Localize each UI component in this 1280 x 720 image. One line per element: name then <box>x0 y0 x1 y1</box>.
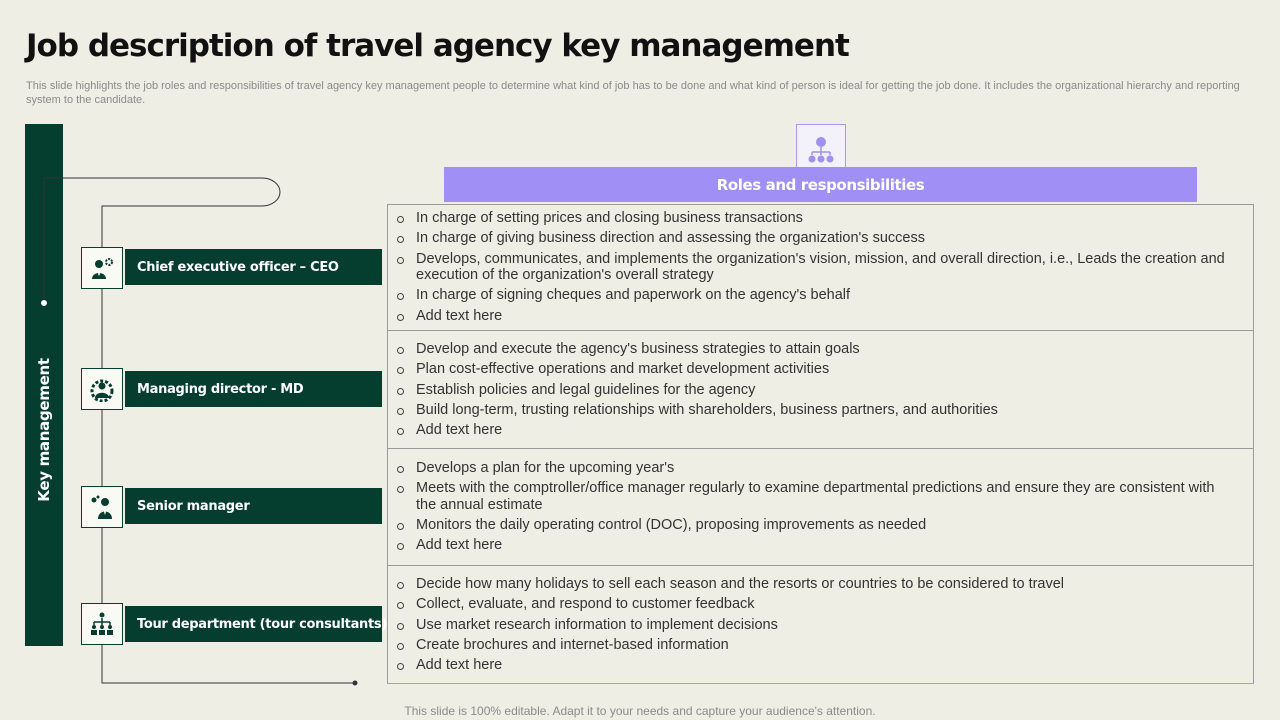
connector-start-dot <box>41 300 48 307</box>
row-divider <box>388 565 1253 566</box>
manager-person-icon <box>89 494 115 520</box>
list-item: Collect, evaluate, and respond to customer feedback <box>387 596 1254 613</box>
ceo-responsibilities <box>387 210 1254 328</box>
key-management-label: Key management <box>35 358 53 502</box>
roles-header: Roles and responsibilities <box>444 167 1197 202</box>
md-icon-box <box>81 368 123 410</box>
senior-manager-icon-box <box>81 486 123 528</box>
list-item: Develops a plan for the upcoming year's <box>387 460 1254 477</box>
list-item: Add text here <box>387 422 1254 439</box>
list-item: In charge of giving business direction and assessing the organization's success <box>387 230 1254 247</box>
list-item: Decide how many holidays to sell each season and the resorts or countries to be considered to travel <box>387 576 1254 593</box>
ceo-icon-box <box>81 247 123 289</box>
list-item: Add text here <box>387 657 1254 674</box>
list-item: Plan cost-effective operations and market development activities <box>387 361 1254 378</box>
connector-end-dot <box>353 681 358 686</box>
team-hierarchy-icon <box>89 611 115 637</box>
list-item: Establish policies and legal guidelines for the agency <box>387 382 1254 399</box>
role-md: Managing director - MD <box>125 371 382 407</box>
list-item: Build long-term, trusting relationships with shareholders, business partners, and authorities <box>387 402 1254 419</box>
list-item: Use market research information to implement decisions <box>387 617 1254 634</box>
tour-dept-icon-box <box>81 603 123 645</box>
md-responsibilities <box>387 341 1254 442</box>
list-item: Develops, communicates, and implements the organization's vision, mission, and overall direction, i.e., Leads the creation and execution of the organization's overall strategy <box>387 251 1254 284</box>
footer-note: This slide is 100% editable. Adapt it to your needs and capture your audience's attention. <box>404 704 876 718</box>
page-title: Job description of travel agency key management <box>26 28 849 64</box>
role-ceo: Chief executive officer – CEO <box>125 249 382 285</box>
row-divider <box>388 448 1253 449</box>
list-item: Monitors the daily operating control (DOC), proposing improvements as needed <box>387 517 1254 534</box>
senior-manager-responsibilities <box>387 460 1254 558</box>
list-item: Add text here <box>387 537 1254 554</box>
row-divider <box>388 330 1253 331</box>
page-subtitle: This slide highlights the job roles and responsibilities of travel agency key management people to determine what kind of job has to be done and what kind of person is ideal for getting the job done. It includes the organizational hierarchy and reporting system to the candidate. <box>26 80 1240 106</box>
list-item: Meets with the comptroller/office manager regularly to examine departmental predictions and ensure they are consistent with the annual estimate <box>387 480 1254 513</box>
list-item: In charge of signing cheques and paperwork on the agency's behalf <box>387 287 1254 304</box>
list-item: Develop and execute the agency's business strategies to attain goals <box>387 341 1254 358</box>
role-tour-department: Tour department (tour consultants) <box>125 606 382 642</box>
list-item: In charge of setting prices and closing business transactions <box>387 210 1254 227</box>
org-chart-icon <box>804 132 838 166</box>
executive-gear-icon <box>89 255 115 281</box>
list-item: Add text here <box>387 308 1254 325</box>
role-senior-manager: Senior manager <box>125 488 382 524</box>
director-gear-icon <box>89 376 115 402</box>
list-item: Create brochures and internet-based information <box>387 637 1254 654</box>
tour-department-responsibilities <box>387 576 1254 677</box>
